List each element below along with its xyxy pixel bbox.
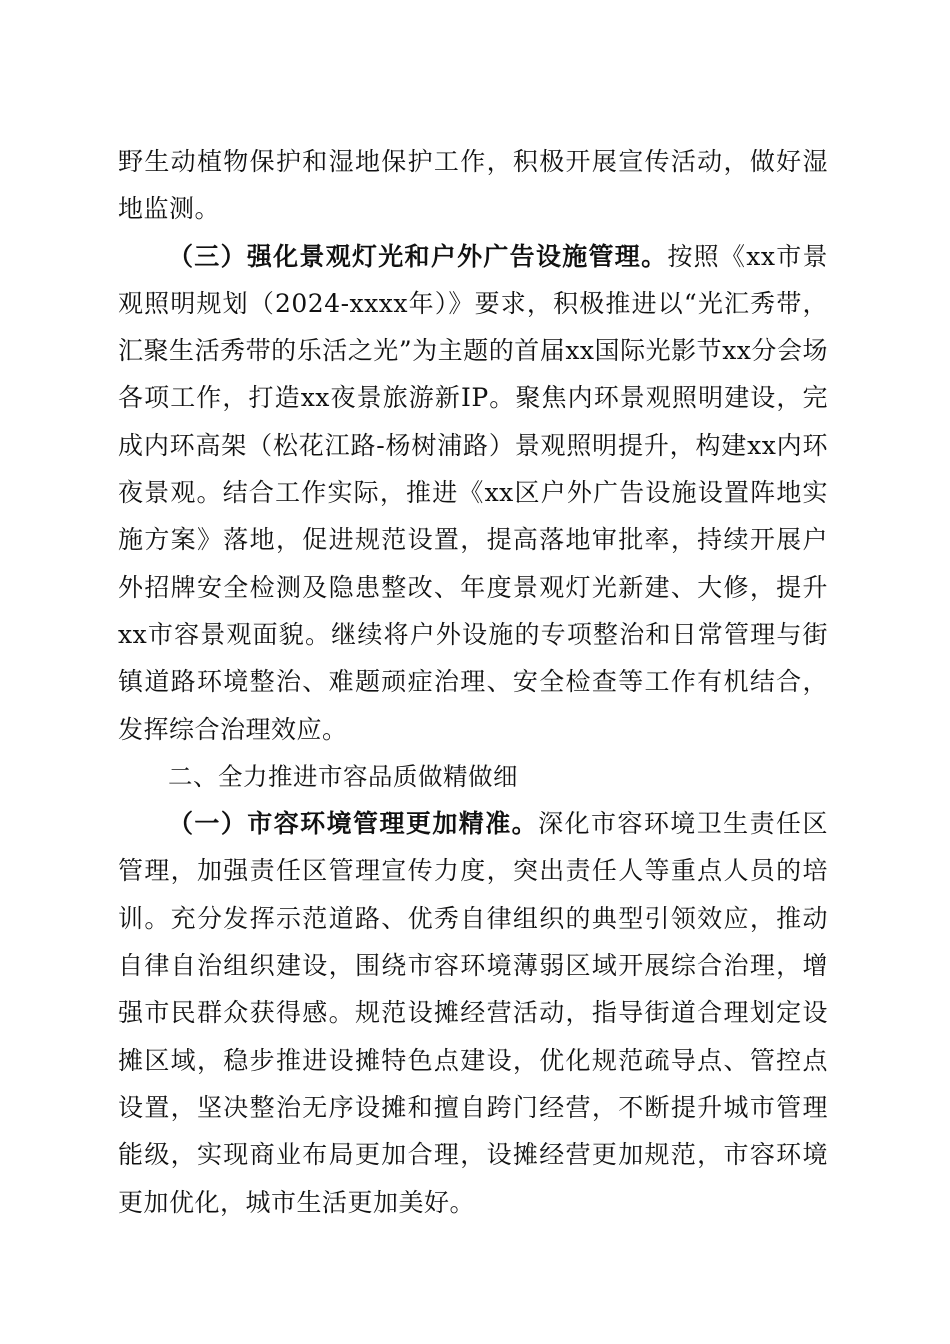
section-2-1-heading: （一）市容环境管理更加精准。 xyxy=(168,809,539,839)
section-3-paragraph xyxy=(118,233,828,753)
section-3-body: 按照《xx市景观照明规划（2024-xxxx年）》要求，积极推进以“光汇秀带，汇聚生活秀带的乐活之光”为主题的首届xx国际光影节xx分会场各项工作，打造xx夜景旅游新IP。聚焦内环景观照明建设，完成内环高架（松花江路-杨树浦路）景观照明提升，构建xx内环夜景观。结合工作实际，推进《xx区户外广告设施设置阵地实施方案》落地，促进规范设置，提高落地审批率，持续开展户外招牌安全检测及隐患整改、年度景观灯光新建、大修，提升xx市容景观面貌。继续将户外设施的专项整治和日常管理与街镇道路环境整治、难题顽症治理、安全检查等工作有机结合，发挥综合治理效应。 xyxy=(118,241,828,744)
document-page xyxy=(118,138,828,1226)
section-2-1-body: 深化市容环境卫生责任区管理，加强责任区管理宣传力度，突出责任人等重点人员的培训。充分发挥示范道路、优秀自律组织的典型引领效应，推动自律自治组织建设，围绕市容环境薄弱区域开展综合治理，增强市民群众获得感。规范设摊经营活动，指导街道合理划定设摊区域，稳步推进设摊特色点建设，优化规范疏导点、管控点设置，坚决整治无序设摊和擅自跨门经营，不断提升城市管理能级，实现商业布局更加合理，设摊经营更加规范，市容环境更加优化，城市生活更加美好。 xyxy=(118,809,828,1217)
section-3-heading: （三）强化景观灯光和户外广告设施管理。 xyxy=(168,241,668,271)
section-2-1-paragraph xyxy=(118,800,828,1226)
continuation-paragraph: 野生动植物保护和湿地保护工作，积极开展宣传活动，做好湿地监测。 xyxy=(118,147,828,224)
part-2-heading: 二、全力推进市容品质做精做细 xyxy=(168,761,518,791)
